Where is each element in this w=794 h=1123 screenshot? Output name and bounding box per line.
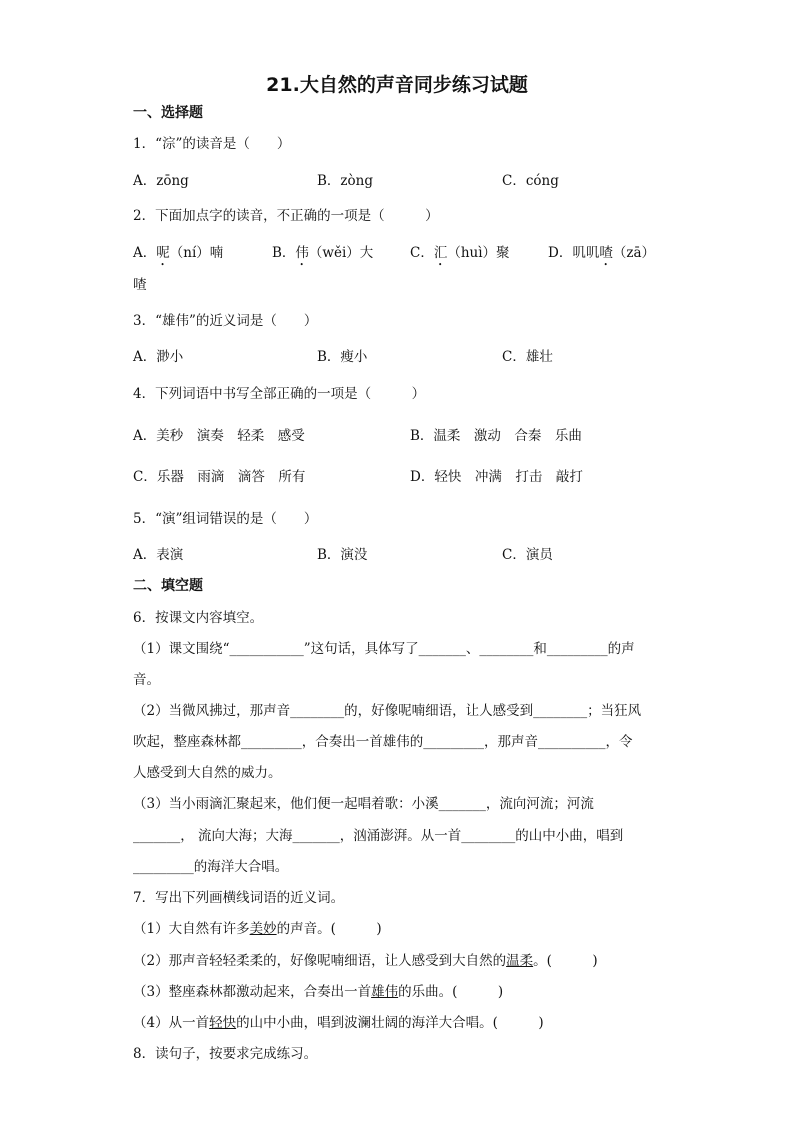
q1-option-b: B．zòng [317,173,373,189]
q6-line-6: （3）当小雨滴汇聚起来，他们便一起唱着歌：小溪_______，流向河流；河流 [133,796,594,812]
question-2-stem: 2．下面加点字的读音，不正确的一项是（ ） [133,208,439,224]
q7-s1-underlined-word: 美妙 [249,921,277,937]
q6-line-1: （1）课文围绕“___________”这句话，具体写了_______、________和_________的声 [133,641,635,657]
q7-s2-prefix: （2）那声音轻轻柔柔的，好像呢喃细语，让人感受到大自然的 [133,953,507,969]
q2-option-c [410,243,510,269]
q5-option-b: B．演没 [317,547,368,563]
q5-option-a: A．表演 [133,547,184,563]
q6-line-5: 人感受到大自然的威力。 [133,765,282,781]
q2-option-d-wrap: 喳 [133,277,147,293]
question-1-stem: 1．“淙”的读音是（ ） [133,136,291,152]
question-8-stem: 8．读句子，按要求完成练习。 [133,1046,318,1062]
q3-option-b: B．瘦小 [317,349,368,365]
q7-s2-underlined-word: 温柔 [506,953,534,969]
q7-s2-suffix: 。( ) [533,953,598,969]
q7-s3-suffix: 的乐曲。( ) [398,984,504,1000]
q6-line-4: 吹起，整座森林都_________，合奏出一首雄伟的_________，那声音__________，令 [133,734,633,750]
q4-option-a: A．美秒 演奏 轻柔 感受 [133,428,305,444]
question-5-stem: 5．“演”组词错误的是（ ） [133,511,318,527]
q7-s4-suffix: 的山中小曲，唱到波澜壮阔的海洋大合唱。( ) [236,1015,544,1031]
q2-option-c-dotted-char: 汇 [433,245,448,261]
q2-option-a-prefix: A． [133,245,157,261]
q7-sentence-4 [133,1013,544,1033]
q7-s3-prefix: （3）整座森林都激动起来，合奏出一首 [133,984,372,1000]
question-7-stem: 7．写出下列画横线词语的近义词。 [133,890,345,906]
section-heading-fill: 二、填空题 [133,578,203,594]
q7-sentence-2 [133,951,598,971]
q2-option-b-prefix: B． [272,245,296,261]
q7-sentence-1 [133,919,382,939]
q1-option-c: C．cóng [502,173,559,189]
q3-option-a: A．渺小 [133,349,184,365]
q2-option-b-suffix: （wěi）大 [308,245,374,261]
q2-option-d-prefix: D．叽叽 [548,245,600,261]
q1-option-a: A．zōng [133,173,189,189]
q2-option-a [133,243,223,269]
q2-option-d-dotted-char: 喳 [599,245,613,261]
q3-option-c: C．雄壮 [502,349,553,365]
q2-option-d [548,243,655,269]
q7-sentence-3 [133,982,503,1002]
q2-option-b [272,243,373,269]
q5-option-c: C．演员 [502,547,553,563]
q2-option-a-suffix: （ní）喃 [169,245,224,261]
q4-option-c: C．乐器 雨滴 滴答 所有 [133,469,306,485]
q7-s3-underlined-word: 雄伟 [371,984,399,1000]
question-4-stem: 4．下列词语中书写全部正确的一项是（ ） [133,386,426,402]
q7-s1-prefix: （1）大自然有许多 [133,921,250,937]
q7-s1-suffix: 的声音。( ) [276,921,382,937]
q2-option-c-prefix: C． [410,245,434,261]
q6-line-2: 音。 [133,672,160,688]
q6-line-8: _________的海洋大合唱。 [133,859,289,875]
q2-option-a-dotted-char: 呢 [156,245,170,261]
question-6-stem: 6．按课文内容填空。 [133,610,264,626]
q6-line-7: _______， 流向大海；大海_______，汹涌澎湃。从一首________的山中小曲，唱到 [133,828,624,844]
q4-option-b: B．温柔 激动 合秦 乐曲 [410,428,582,444]
section-heading-choice: 一、选择题 [133,105,203,121]
q4-option-d: D．轻快 冲满 打击 敲打 [410,469,583,485]
q2-option-d-suffix: （zā） [612,245,655,261]
q7-s4-underlined-word: 轻快 [209,1015,237,1031]
question-3-stem: 3．“雄伟”的近义词是（ ） [133,313,318,329]
q2-option-c-suffix: （huì）聚 [447,245,510,261]
q2-option-b-dotted-char: 伟 [295,245,309,261]
q6-line-3: （2）当微风拂过，那声音________的，好像呢喃细语，让人感受到________；当狂风 [133,703,642,719]
q7-s4-prefix: （4）从一首 [133,1015,210,1031]
page-title: 21.大自然的声音同步练习试题 [266,74,528,96]
